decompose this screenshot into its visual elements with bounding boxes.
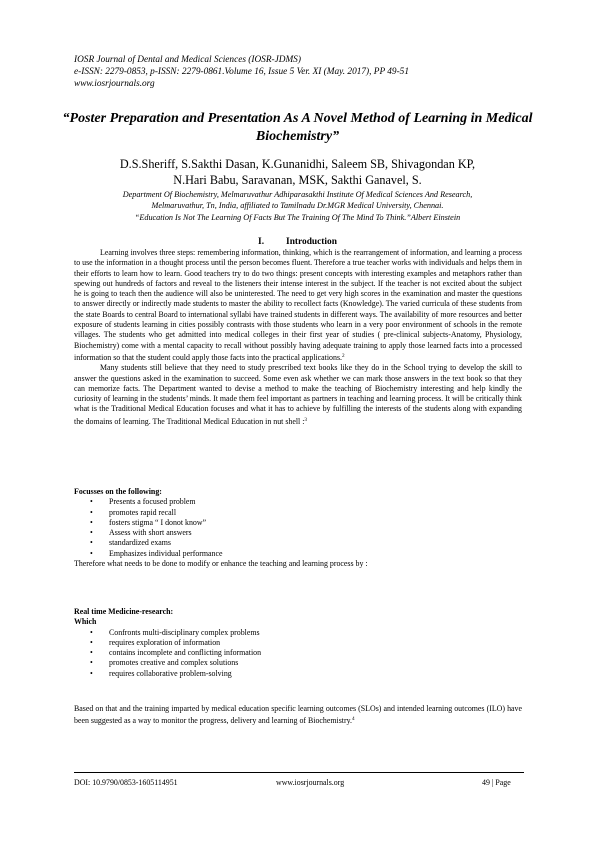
list-item — [74, 628, 522, 638]
list-item — [74, 497, 522, 507]
citation-ref[interactable]: 4 — [352, 716, 355, 723]
epigraph-quote: “Education Is Not The Learning Of Facts But The Training Of The Mind To Think.”Albert Einstein — [134, 213, 461, 222]
realtime-subheading: Which — [74, 617, 97, 627]
footer-divider — [74, 772, 524, 773]
list-item — [74, 518, 522, 528]
closing-text: Based on that and the training imparted by medical education specific learning outcomes (SLOs) and intended learning outcomes (ILO) have been suggested as a way to monitor the progress, delivery and learning of Biochemistry. — [74, 704, 522, 726]
list-item — [74, 658, 522, 668]
citation-ref[interactable]: 2 — [342, 352, 345, 359]
bullet-icon: • — [90, 528, 93, 538]
list-item — [74, 508, 522, 518]
para1-text: Learning involves three steps: remembering information, thinking, which is the rearrangement of information, and learning a process to use the information in a thought process until the person becomes fluent. Therefore a true teacher works with individuals and helps them in their efforts to learn how to learn. Good teachers try to do two things: present concepts with interesting examples and metaphors rather than spewing out hundreds of factors and reveal to the listeners their intense interest in the subject. If the teacher is not excited about the subject he is going to teach then the audience will also be uninterested. The need to get very high scores in the examination and master the questions to answer directly or indirectly made students to master the ability to recollect facts (Knowledge). The varied curricula of these students from the state Boards to central Board to international syllabi have trained students in different ways. The availability of more resources and better exposure of students learning in cities possibly contrasts with those students who learn in a very poor environment of schools in the remote villages. The students who get admitted into medical colleges in their first year of studies ( pre-clinical subjects-Anatomy, Physiology, Biochemistry) come with a mental capacity to recall without possibly having adequate training to apply those learned facts into a processed information so that the student could apply those facts into the practical applications. — [74, 248, 522, 362]
list-item-text: promotes rapid recall — [109, 507, 177, 517]
focuses-block — [74, 487, 522, 569]
focuses-heading: Focusses on the following: — [74, 487, 162, 496]
realtime-list — [74, 628, 522, 679]
list-item — [74, 538, 522, 548]
affiliation-line-2: Melmaruvathur, Tn, India, affiliated to Tamilnadu Dr.MGR Medical University, Chennai. — [151, 201, 444, 210]
list-item-text: contains incomplete and conflicting information — [109, 648, 262, 658]
intro-paragraph-1 — [74, 248, 522, 363]
list-item — [74, 528, 522, 538]
author-list — [60, 156, 535, 188]
list-item-text: Assess with short answers — [109, 528, 192, 538]
journal-website[interactable]: www.iosrjournals.org — [74, 79, 155, 89]
list-item-text: Presents a focused problem — [109, 497, 196, 507]
list-item — [74, 638, 522, 648]
bullet-icon: • — [90, 507, 93, 517]
focuses-followup: Therefore what needs to be done to modify or enhance the teaching and learning process by : — [74, 559, 368, 569]
affiliation-line-1: Department Of Biochemistry, Melmaruvathur Adhiparasakthi Institute Of Medical Sciences And Research, — [122, 190, 473, 199]
realtime-heading: Real time Medicine-research: — [74, 607, 174, 616]
bullet-icon: • — [90, 658, 93, 668]
citation-ref[interactable]: 3 — [304, 416, 307, 423]
bullet-icon: • — [90, 668, 93, 678]
footer-website[interactable]: www.iosrjournals.org — [276, 778, 345, 787]
intro-paragraph-2 — [74, 363, 522, 427]
list-item-text: requires exploration of information — [109, 637, 221, 647]
bullet-icon: • — [90, 627, 93, 637]
footer-doi[interactable]: DOI: 10.9790/0853-1605114951 — [74, 778, 178, 787]
journal-header — [74, 54, 524, 90]
list-item-text: fosters stigma “ I donot know” — [109, 517, 207, 527]
paper-title: “Poster Preparation and Presentation As A Novel Method of Learning in Medical Biochemistry” — [62, 111, 533, 144]
bullet-icon: • — [90, 548, 93, 558]
list-item-text: Emphasizes individual performance — [109, 548, 223, 558]
bullet-icon: • — [90, 538, 93, 548]
list-item-text: promotes creative and complex solutions — [109, 658, 239, 668]
bullet-icon: • — [90, 648, 93, 658]
section-title: Introduction — [286, 237, 337, 247]
affiliation — [60, 189, 535, 211]
list-item-text: Confronts multi-disciplinary complex problems — [109, 627, 260, 637]
journal-name: IOSR Journal of Dental and Medical Sciences (IOSR-JDMS) — [74, 55, 301, 65]
section-number: I. — [258, 237, 265, 247]
para2-text: Many students still believe that they need to study prescribed text books like they do in the School trying to develop the skill to answer the questions asked in the examination to succeed. Some even ask whether we can mark those answers in the text book so that they can memorize facts. The Department wanted to devise a method to make the teaching of Biochemistry interesting and help kindly the curiosity of learning in the students’ minds. It made them feel important as partners in teaching and learning process. It will be critically think what is the Traditional Medical Education focuses and what it has to achieve by fulfilling the interests of the students along with expanding the domains of learning. The Traditional Medical Education in nut shell : — [74, 363, 522, 426]
closing-paragraph — [74, 704, 522, 727]
list-item — [74, 648, 522, 658]
issn-line: e-ISSN: 2279-0853, p-ISSN: 2279-0861.Volume 16, Issue 5 Ver. XI (May. 2017), PP 49-51 — [74, 67, 409, 77]
authors-line-2: N.Hari Babu, Saravanan, MSK, Sakthi Ganavel, S. — [173, 173, 422, 187]
introduction-body — [74, 248, 522, 427]
list-item-text: requires collaborative problem-solving — [109, 668, 232, 678]
page-number: 49 | Page — [482, 778, 511, 787]
realtime-block — [74, 607, 522, 679]
authors-line-1: D.S.Sheriff, S.Sakthi Dasan, K.Gunanidhi, Saleem SB, Shivagondan KP, — [119, 157, 476, 171]
list-item — [74, 549, 522, 559]
list-item-text: standardized exams — [109, 538, 172, 548]
bullet-icon: • — [90, 517, 93, 527]
focuses-list — [74, 497, 522, 559]
bullet-icon: • — [90, 637, 93, 647]
section-heading — [60, 236, 535, 248]
list-item — [74, 669, 522, 679]
bullet-icon: • — [90, 497, 93, 507]
